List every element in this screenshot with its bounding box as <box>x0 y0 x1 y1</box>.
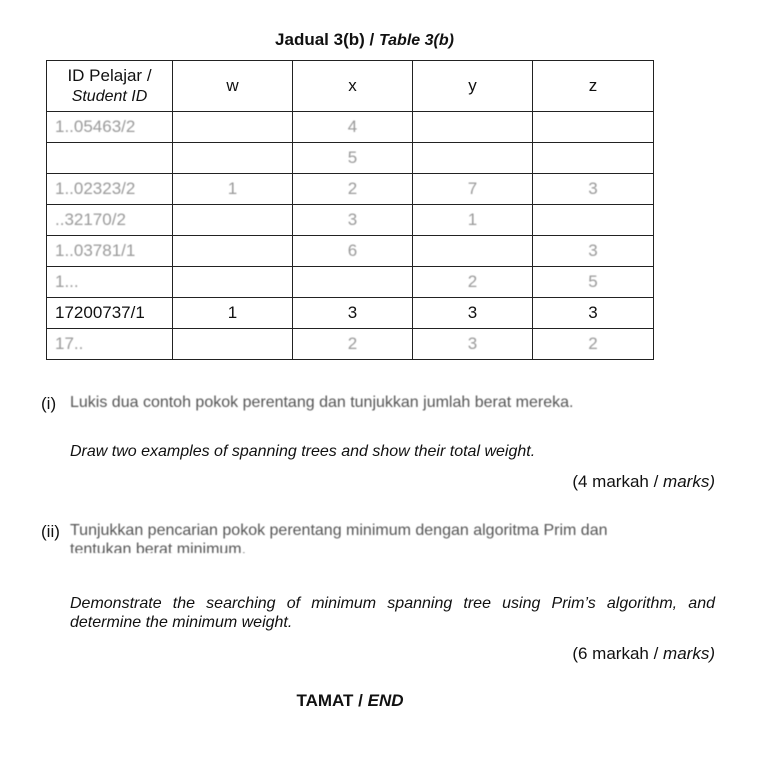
cell-id: 1..02323/2 <box>47 174 173 205</box>
cell-z: 3 <box>533 298 654 329</box>
cell-z: 3 <box>533 236 654 267</box>
end-marker <box>0 691 700 711</box>
end-english: END <box>367 691 404 710</box>
cell-x <box>293 267 413 298</box>
question-1-marks-malay: (4 markah / <box>572 472 659 491</box>
cell-z: 3 <box>533 174 654 205</box>
header-id-english: Student ID <box>71 87 148 105</box>
cell-w <box>173 267 293 298</box>
question-1-malay-text: Lukis dua contoh pokok perentang dan tunjukkan jumlah berat mereka. <box>70 394 574 411</box>
table-row <box>47 143 654 174</box>
question-2-malay-line2: tentukan berat minimum. <box>70 541 247 553</box>
header-id-malay: ID Pelajar / <box>67 65 152 85</box>
cell-y <box>413 143 533 174</box>
cell-id: 1..05463/2 <box>47 112 173 143</box>
cell-y <box>413 236 533 267</box>
cell-x: 2 <box>293 329 413 360</box>
cell-id: 17200737/1 <box>47 298 173 329</box>
question-2-marks <box>572 644 715 664</box>
question-1-marks-english: marks) <box>663 472 715 491</box>
cell-w: 1 <box>173 174 293 205</box>
cell-id: 1..03781/1 <box>47 236 173 267</box>
cell-z: 5 <box>533 267 654 298</box>
cell-w <box>173 112 293 143</box>
cell-id: 17.. <box>47 329 173 360</box>
cell-y: 1 <box>413 205 533 236</box>
cell-w <box>173 236 293 267</box>
table-row <box>47 329 654 360</box>
cell-id: 1... <box>47 267 173 298</box>
caption-english: Table 3(b) <box>378 32 454 49</box>
table-caption <box>0 30 729 50</box>
cell-id <box>47 143 173 174</box>
cell-x: 3 <box>293 298 413 329</box>
table-row <box>47 298 654 329</box>
cell-z <box>533 112 654 143</box>
cell-y <box>413 112 533 143</box>
cell-id: ..32170/2 <box>47 205 173 236</box>
table-row <box>47 174 654 205</box>
cell-x: 4 <box>293 112 413 143</box>
question-2-malay-line1: Tunjukkan pencarian pokok perentang minimum dengan algoritma Prim dan <box>70 522 608 539</box>
cell-w <box>173 329 293 360</box>
cell-z: 2 <box>533 329 654 360</box>
table-header-row <box>47 61 654 112</box>
table-row <box>47 267 654 298</box>
cell-y: 2 <box>413 267 533 298</box>
cell-w: 1 <box>173 298 293 329</box>
cell-x: 3 <box>293 205 413 236</box>
cell-x: 6 <box>293 236 413 267</box>
cell-y: 3 <box>413 329 533 360</box>
question-2-number: (ii) <box>41 522 60 541</box>
cell-x: 2 <box>293 174 413 205</box>
student-data-table <box>46 60 654 360</box>
cell-y: 7 <box>413 174 533 205</box>
table-row <box>47 205 654 236</box>
caption-malay: Jadual 3(b) / <box>275 30 375 49</box>
question-2-english-text: Demonstrate the searching of minimum spanning tree using Prim’s algorithm, and determine the minimum weight. <box>70 595 715 631</box>
cell-y: 3 <box>413 298 533 329</box>
end-malay: TAMAT / <box>296 691 363 710</box>
question-1-marks <box>572 472 715 492</box>
question-1-english-text: Draw two examples of spanning trees and show their total weight. <box>70 443 536 460</box>
header-x: x <box>293 61 413 112</box>
question-2-marks-english: marks) <box>663 644 715 663</box>
header-student-id <box>47 61 173 112</box>
cell-x: 5 <box>293 143 413 174</box>
header-y: y <box>413 61 533 112</box>
table-row <box>47 236 654 267</box>
cell-w <box>173 205 293 236</box>
cell-z <box>533 205 654 236</box>
question-1-number: (i) <box>41 394 57 413</box>
header-z: z <box>533 61 654 112</box>
cell-z <box>533 143 654 174</box>
table-row <box>47 112 654 143</box>
question-2-marks-malay: (6 markah / <box>572 644 659 663</box>
header-w: w <box>173 61 293 112</box>
cell-w <box>173 143 293 174</box>
